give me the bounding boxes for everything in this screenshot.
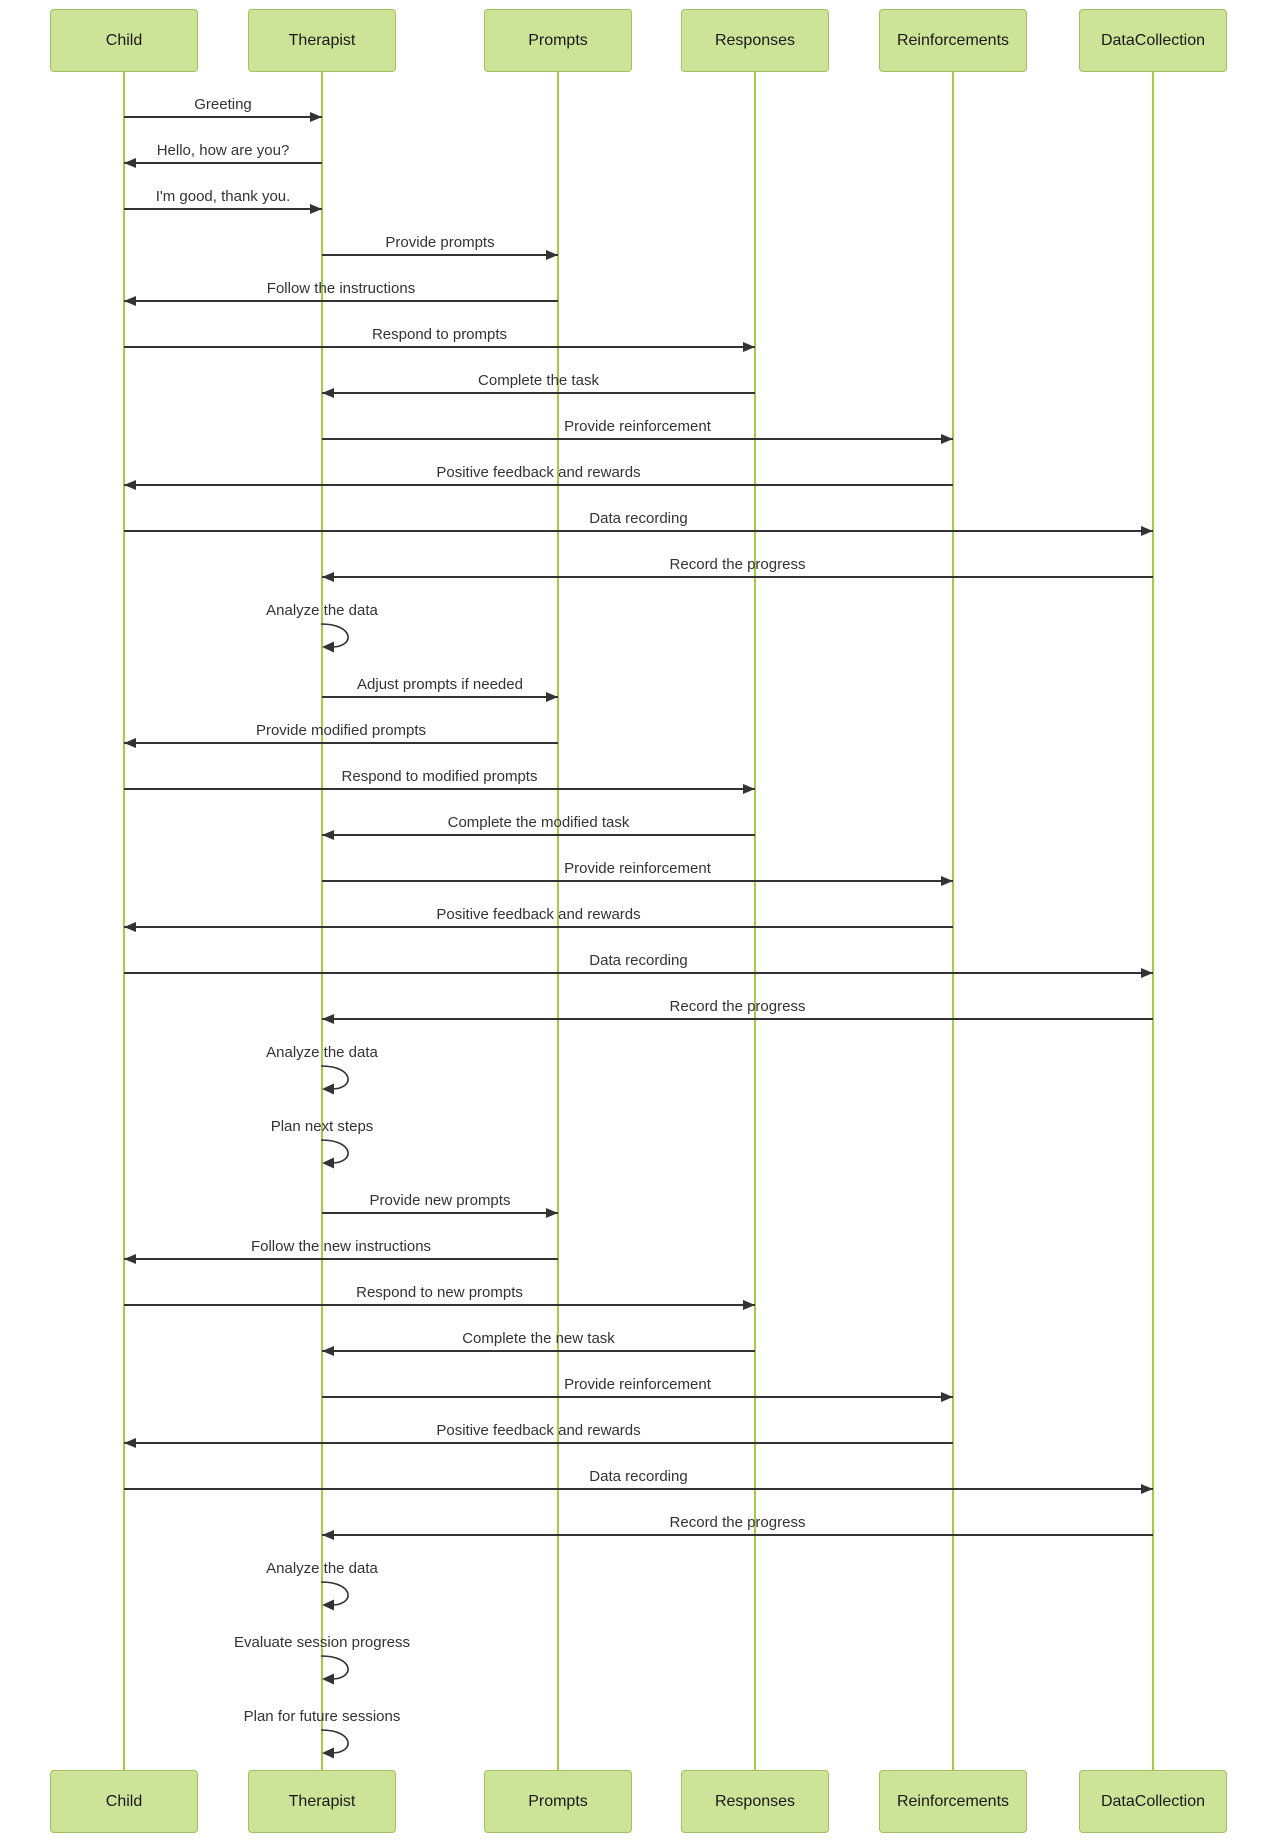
message-arrow-line <box>322 834 755 836</box>
message-label: Record the progress <box>669 556 806 573</box>
arrowhead-icon <box>546 692 558 702</box>
lifeline-datacollection <box>1152 72 1154 1770</box>
arrowhead-icon <box>322 1346 334 1356</box>
actor-label: Responses <box>714 31 796 49</box>
arrowhead-icon <box>1141 526 1153 536</box>
actor-box-bottom-responses <box>681 1770 829 1833</box>
self-loop-icon <box>321 1137 369 1171</box>
message-label: Adjust prompts if needed <box>357 676 523 693</box>
message-label: Complete the modified task <box>447 814 630 831</box>
arrowhead-icon <box>941 1392 953 1402</box>
message-arrow-line <box>322 696 558 698</box>
message-label: Record the progress <box>669 1514 806 1531</box>
arrowhead-icon <box>310 112 322 122</box>
message-arrow-line <box>124 162 322 164</box>
lifeline-reinforcements <box>952 72 954 1770</box>
actor-box-top-reinforcements <box>879 9 1027 72</box>
self-loop-icon <box>321 1727 369 1761</box>
message-arrow-line <box>322 1534 1153 1536</box>
arrowhead-icon <box>124 922 136 932</box>
message-arrow-line <box>124 300 558 302</box>
actor-label: DataCollection <box>1100 1792 1206 1810</box>
message-arrow-line <box>124 1304 755 1306</box>
self-loop-arrow <box>321 1727 369 1766</box>
message-arrow-line <box>124 926 953 928</box>
arrowhead-icon <box>124 158 136 168</box>
arrowhead-icon <box>124 296 136 306</box>
actor-box-top-prompts <box>484 9 632 72</box>
message-label: Plan for future sessions <box>243 1708 401 1725</box>
message-arrow-line <box>322 392 755 394</box>
arrowhead-icon <box>322 572 334 582</box>
arrowhead-icon <box>322 388 334 398</box>
actor-label: Prompts <box>528 1792 588 1810</box>
message-label: I'm good, thank you. <box>155 188 291 205</box>
lifeline-child <box>123 72 125 1770</box>
self-loop-icon <box>321 1653 369 1687</box>
actor-box-bottom-therapist <box>248 1770 396 1833</box>
arrowhead-icon <box>941 876 953 886</box>
message-label: Data recording <box>589 510 688 527</box>
message-label: Analyze the data <box>266 602 378 619</box>
message-label: Provide modified prompts <box>255 722 427 739</box>
message-arrow-line <box>322 576 1153 578</box>
message-arrow-line <box>322 1396 953 1398</box>
arrowhead-icon <box>124 1438 136 1448</box>
actor-box-top-therapist <box>248 9 396 72</box>
message-label: Evaluate session progress <box>234 1634 410 1651</box>
message-label: Provide prompts <box>385 234 495 251</box>
actor-box-bottom-prompts <box>484 1770 632 1833</box>
message-label: Follow the new instructions <box>250 1238 432 1255</box>
arrowhead-icon <box>1141 968 1153 978</box>
message-label: Data recording <box>589 952 688 969</box>
message-label: Data recording <box>589 1468 688 1485</box>
message-label: Positive feedback and rewards <box>436 906 641 923</box>
actor-label: Reinforcements <box>896 1792 1010 1810</box>
self-loop-arrow <box>321 1137 369 1176</box>
actor-box-bottom-reinforcements <box>879 1770 1027 1833</box>
message-label: Respond to modified prompts <box>341 768 538 785</box>
self-loop-icon <box>321 1579 369 1613</box>
message-label: Plan next steps <box>270 1118 374 1135</box>
message-arrow-line <box>124 788 755 790</box>
self-loop-arrow <box>321 621 369 660</box>
message-label: Complete the new task <box>462 1330 615 1347</box>
arrowhead-icon <box>743 342 755 352</box>
actor-label: Therapist <box>288 31 356 49</box>
message-label: Analyze the data <box>266 1560 378 1577</box>
arrowhead-icon <box>124 1254 136 1264</box>
arrowhead-icon <box>546 1208 558 1218</box>
arrowhead-icon <box>322 1530 334 1540</box>
message-arrow-line <box>322 254 558 256</box>
actor-box-top-child <box>50 9 198 72</box>
arrowhead-icon <box>743 1300 755 1310</box>
arrowhead-icon <box>743 784 755 794</box>
message-arrow-line <box>322 1018 1153 1020</box>
arrowhead-icon <box>124 480 136 490</box>
arrowhead-icon <box>310 204 322 214</box>
message-label: Complete the task <box>478 372 599 389</box>
arrowhead-icon <box>941 434 953 444</box>
message-arrow-line <box>124 972 1153 974</box>
message-arrow-line <box>322 438 953 440</box>
arrowhead-icon <box>546 250 558 260</box>
actor-label: DataCollection <box>1100 31 1206 49</box>
message-arrow-line <box>322 1350 755 1352</box>
message-label: Positive feedback and rewards <box>436 1422 641 1439</box>
actor-box-bottom-child <box>50 1770 198 1833</box>
actor-box-top-responses <box>681 9 829 72</box>
arrowhead-icon <box>322 1014 334 1024</box>
self-loop-icon <box>321 1063 369 1097</box>
message-arrow-line <box>124 530 1153 532</box>
message-label: Provide new prompts <box>369 1192 511 1209</box>
message-arrow-line <box>124 1258 558 1260</box>
actor-label: Therapist <box>288 1792 356 1810</box>
arrowhead-icon <box>322 830 334 840</box>
arrowhead-icon <box>124 738 136 748</box>
message-arrow-line <box>124 346 755 348</box>
message-label: Hello, how are you? <box>156 142 290 159</box>
arrowhead-icon <box>1141 1484 1153 1494</box>
self-loop-arrow <box>321 1063 369 1102</box>
message-label: Positive feedback and rewards <box>436 464 641 481</box>
message-label: Provide reinforcement <box>564 1376 711 1393</box>
message-arrow-line <box>124 484 953 486</box>
actor-label: Prompts <box>528 31 588 49</box>
message-arrow-line <box>322 1212 558 1214</box>
actor-label: Child <box>105 31 143 49</box>
actor-box-bottom-datacollection <box>1079 1770 1227 1833</box>
lifeline-therapist <box>321 72 323 1770</box>
message-label: Analyze the data <box>266 1044 378 1061</box>
self-loop-icon <box>321 621 369 655</box>
message-arrow-line <box>124 1442 953 1444</box>
message-label: Record the progress <box>669 998 806 1015</box>
message-arrow-line <box>124 208 322 210</box>
self-loop-arrow <box>321 1653 369 1692</box>
message-arrow-line <box>322 880 953 882</box>
message-label: Provide reinforcement <box>564 418 711 435</box>
message-arrow-line <box>124 742 558 744</box>
actor-label: Reinforcements <box>896 31 1010 49</box>
message-label: Provide reinforcement <box>564 860 711 877</box>
message-label: Respond to prompts <box>371 326 508 343</box>
message-arrow-line <box>124 1488 1153 1490</box>
message-arrow-line <box>124 116 322 118</box>
actor-box-top-datacollection <box>1079 9 1227 72</box>
message-label: Respond to new prompts <box>356 1284 523 1301</box>
message-label: Greeting <box>194 96 252 113</box>
message-label: Follow the instructions <box>266 280 416 297</box>
self-loop-arrow <box>321 1579 369 1618</box>
actor-label: Child <box>105 1792 143 1810</box>
actor-label: Responses <box>714 1792 796 1810</box>
